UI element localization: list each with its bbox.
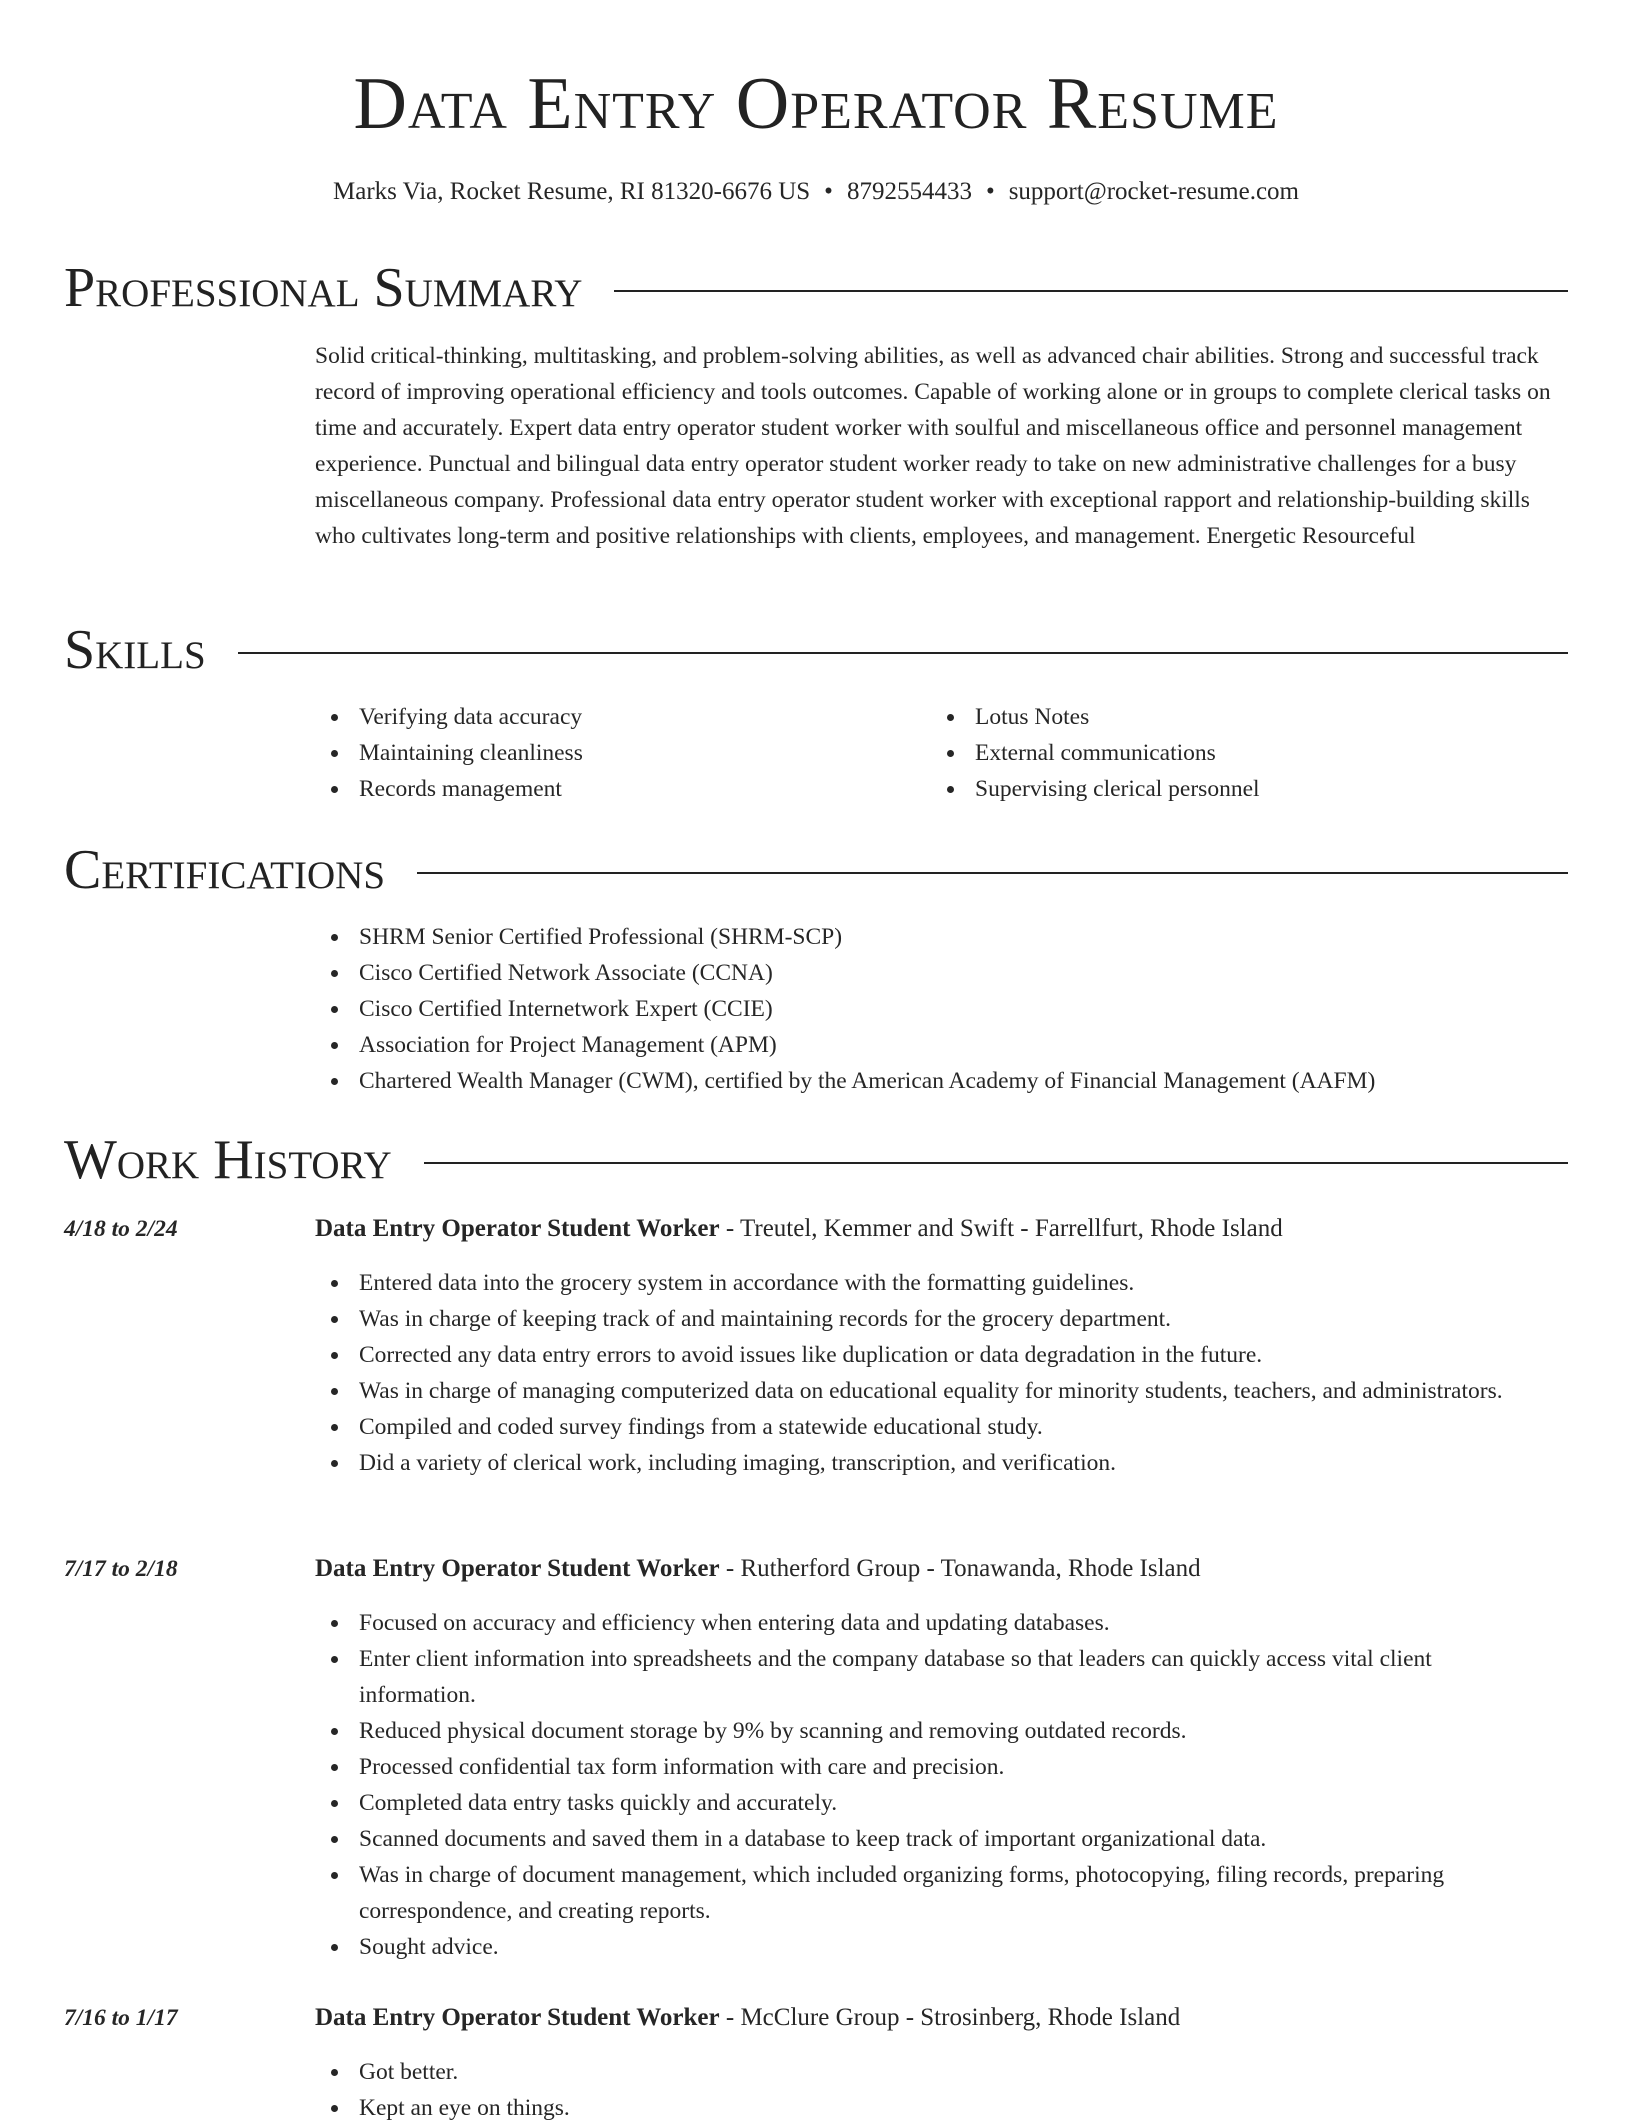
job-bullet: Kept an eye on things. (315, 2090, 1525, 2126)
job-bullets (315, 1605, 1525, 1965)
job-bullets (315, 2054, 1525, 2126)
job-bullet: Did a variety of clerical work, including imaging, transcription, and verification. (315, 1445, 1525, 1481)
certification-item: SHRM Senior Certified Professional (SHRM-SCP) (315, 919, 1575, 955)
job-bullet: Scanned documents and saved them in a database to keep track of important organizational data. (315, 1821, 1525, 1857)
job-bullet: Got better. (315, 2054, 1525, 2090)
job-bullet: Entered data into the grocery system in accordance with the formatting guidelines. (315, 1265, 1525, 1301)
work-heading: Work History (64, 1129, 392, 1191)
contact-address: Marks Via, Rocket Resume, RI 81320-6676 US (333, 178, 811, 205)
skill-item: Maintaining cleanliness (315, 735, 875, 771)
section-divider (238, 652, 1568, 654)
section-divider (417, 872, 1568, 874)
job-bullet: Processed confidential tax form information with care and precision. (315, 1749, 1525, 1785)
job-dates: 7/17 to 2/18 (64, 1556, 178, 1582)
job-dates: 4/18 to 2/24 (64, 1216, 178, 1242)
skills-list-left (315, 699, 875, 807)
job-dates: 7/16 to 1/17 (64, 2005, 178, 2031)
job-company: - McClure Group - Strosinberg, Rhode Island (719, 2004, 1181, 2031)
skill-item: Records management (315, 771, 875, 807)
summary-text: Solid critical-thinking, multitasking, and problem-solving abilities, as well as advanced chair abilities. Strong and successful track record of improving operational efficiency and tools outcomes. Capable of working alone or in groups to complete clerical tasks on time and accurately. Expert data entry operator student worker with soulful and miscellaneous office and personnel management experience. Punctual and bilingual data entry operator student worker ready to take on new administrative challenges for a busy miscellaneous company. Professional data entry operator student worker with exceptional rapport and relationship-building skills who cultivates long-term and positive relationships with clients, employees, and management. Energetic Resourceful (315, 343, 1551, 549)
contact-separator: • (824, 178, 833, 205)
job-bullet: Corrected any data entry errors to avoid issues like duplication or data degradation in the future. (315, 1337, 1525, 1373)
job-bullet: Enter client information into spreadsheets and the company database so that leaders can quickly access vital client information. (315, 1641, 1525, 1713)
section-divider (424, 1162, 1568, 1164)
skills-section-header (64, 618, 1568, 682)
contact-phone: 8792554433 (846, 178, 972, 205)
job-heading (315, 1211, 1575, 1247)
contact-email: support@rocket-resume.com (1008, 178, 1299, 205)
section-divider (614, 290, 1568, 292)
job-bullet: Completed data entry tasks quickly and accurately. (315, 1785, 1525, 1821)
job-bullet: Was in charge of keeping track of and maintaining records for the grocery department. (315, 1301, 1525, 1337)
job-bullet: Compiled and coded survey findings from a statewide educational study. (315, 1409, 1525, 1445)
certification-item: Cisco Certified Internetwork Expert (CCIE) (315, 991, 1575, 1027)
certification-item: Chartered Wealth Manager (CWM), certified by the American Academy of Financial Management (AAFM) (315, 1063, 1575, 1099)
skills-list-right (931, 699, 1491, 807)
skills-heading: Skills (64, 619, 206, 681)
summary-section-header (64, 256, 1568, 320)
work-section-header (64, 1128, 1568, 1192)
contact-separator: • (985, 178, 995, 205)
certification-item: Cisco Certified Network Associate (CCNA) (315, 955, 1575, 991)
skill-item: Lotus Notes (931, 699, 1491, 735)
job-bullet: Sought advice. (315, 1929, 1525, 1965)
skill-item: Verifying data accuracy (315, 699, 875, 735)
job-company: - Treutel, Kemmer and Swift - Farrellfurt, Rhode Island (719, 1215, 1283, 1242)
contact-line (0, 174, 1632, 210)
job-heading (315, 2000, 1575, 2036)
job-company: - Rutherford Group - Tonawanda, Rhode Island (719, 1555, 1201, 1582)
job-title: Data Entry Operator Student Worker (315, 2004, 720, 2031)
skill-item: External communications (931, 735, 1491, 771)
job-bullet: Focused on accuracy and efficiency when entering data and updating databases. (315, 1605, 1525, 1641)
resume-title: Data Entry Operator Resume (353, 63, 1279, 145)
job-bullet: Reduced physical document storage by 9% by scanning and removing outdated records. (315, 1713, 1525, 1749)
job-bullet: Was in charge of managing computerized data on educational equality for minority students, teachers, and administrators. (315, 1373, 1525, 1409)
job-bullet: Was in charge of document management, which included organizing forms, photocopying, filing records, preparing correspondence, and creating reports. (315, 1857, 1525, 1929)
job-heading (315, 1551, 1575, 1587)
certifications-list (315, 919, 1575, 1099)
skill-item: Supervising clerical personnel (931, 771, 1491, 807)
certifications-heading: Certifications (64, 839, 386, 901)
job-bullets (315, 1265, 1525, 1481)
job-title: Data Entry Operator Student Worker (315, 1555, 720, 1582)
certifications-section-header (64, 838, 1568, 902)
job-title: Data Entry Operator Student Worker (315, 1215, 720, 1242)
summary-heading: Professional Summary (64, 257, 583, 319)
certification-item: Association for Project Management (APM) (315, 1027, 1575, 1063)
